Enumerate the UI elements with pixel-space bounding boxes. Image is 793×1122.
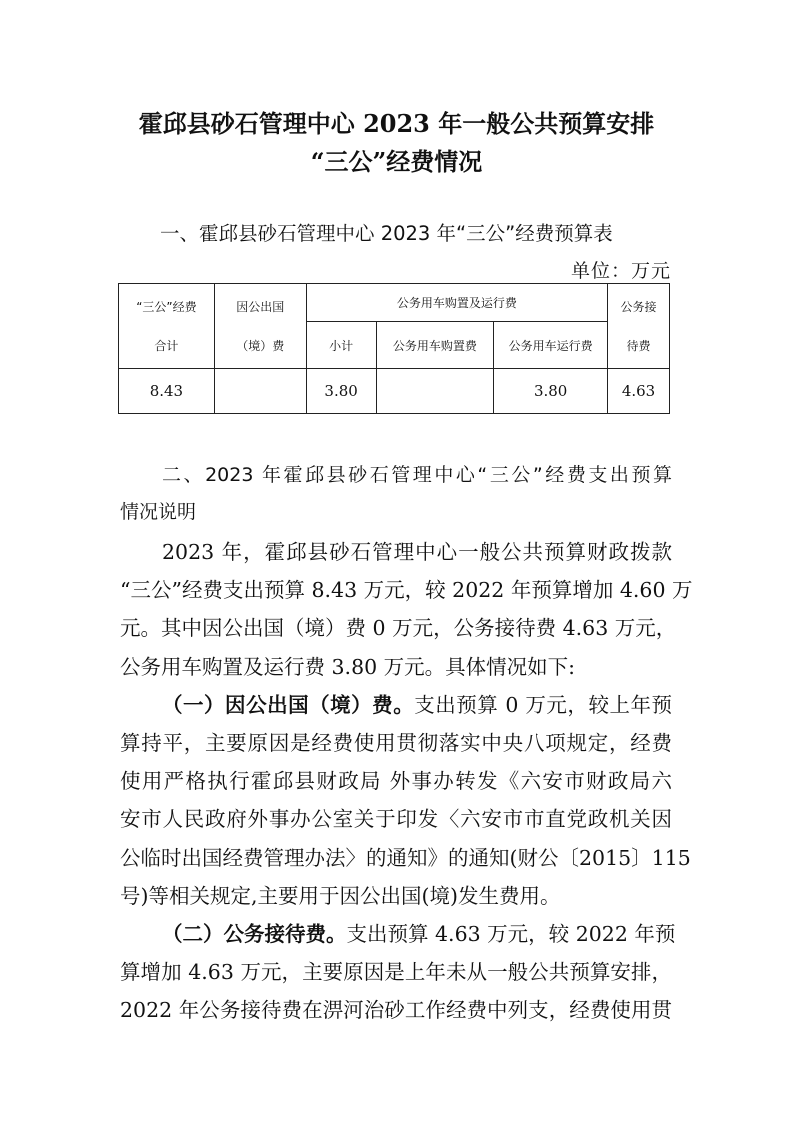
table-row: [119, 369, 670, 414]
section2-heading-line-2: 情况说明: [120, 501, 197, 523]
cell-subtotal: 3.80: [306, 369, 376, 414]
budget-table: [118, 283, 670, 414]
body-line: [120, 764, 672, 794]
section2-heading-line-1: 二、2023 年霍邱县砂石管理中心“三公”经费支出预算: [162, 464, 672, 486]
body-line-text: 公临时出国经费管理办法〉的通知》的通知(财公〔2015〕115: [120, 845, 691, 870]
body-line-text: 算持平，主要原因是经费使用贯彻落实中央八项规定，经费: [120, 731, 672, 755]
body-line: [120, 611, 677, 641]
body-line: [162, 535, 672, 565]
body-line-text: 支出预算 4.63 万元，较 2022 年预: [346, 922, 676, 946]
body-line-text: 使用严格执行霍邱县财政局 外事办转发《六安市财政局六: [120, 769, 672, 794]
cell-car-operation: 3.80: [494, 369, 608, 414]
header-subtotal: 小计: [306, 322, 376, 369]
cell-car-purchase: [376, 369, 494, 414]
body-line: [120, 650, 672, 680]
subheading-bold: （二）公务接待费。: [162, 922, 347, 946]
header-car-operation: 公务用车运行费: [494, 322, 608, 369]
header-total: “三公”经费 合计: [119, 284, 215, 369]
doc-title-line-2: “三公”经费情况: [310, 147, 483, 176]
body-line-text: 号)等相关规定,主要用于因公出国(境)发生费用。: [120, 883, 561, 908]
body-line-text: 2022 年公务接待费在淠河治砂工作经费中列支，经费使用贯: [120, 998, 672, 1023]
cell-reception: 4.63: [608, 369, 670, 414]
body-line: [162, 688, 672, 718]
doc-title-line-1: 霍邱县砂石管理中心 2023 年一般公共预算安排: [138, 109, 655, 138]
body-line: [120, 993, 672, 1023]
body-line-text: 支出预算 0 万元，较上年预: [414, 692, 673, 717]
body-line-text: 安市人民政府外事办公室关于印发〈六安市市直党政机关因: [120, 807, 672, 832]
body-line: [162, 917, 676, 947]
cell-total: 8.43: [119, 369, 215, 414]
body-line-text: 算增加 4.63 万元，主要原因是上年未从一般公共预算安排，: [120, 960, 672, 985]
body-line: [120, 955, 672, 985]
section1-heading: 一、霍邱县砂石管理中心 2023 年“三公”经费预算表: [160, 222, 613, 245]
unit-label: 单位：万元: [570, 260, 671, 282]
body-line: [120, 841, 691, 871]
header-abroad: 因公出国 （境）费: [214, 284, 306, 369]
header-car: 公务用车购置及运行费: [306, 284, 607, 322]
subheading-bold: （一）因公出国（境）费。: [162, 692, 415, 717]
body-line: [120, 573, 693, 603]
body-line-text: 元。其中因公出国（境）费 0 万元，公务接待费 4.63 万元，: [120, 616, 677, 641]
body-line-text: “三公”经费支出预算 8.43 万元，较 2022 年预算增加 4.60 万: [120, 578, 693, 603]
body-line: [120, 726, 672, 756]
body-line: [120, 879, 672, 909]
body-line: [120, 802, 672, 832]
body-line-text: 2023 年，霍邱县砂石管理中心一般公共预算财政拨款: [162, 540, 672, 564]
body-line-text: 公务用车购置及运行费 3.80 万元。具体情况如下:: [120, 654, 576, 679]
header-car-purchase: 公务用车购置费: [376, 322, 494, 369]
header-reception: 公务接 待费: [608, 284, 670, 369]
cell-abroad: [214, 369, 306, 414]
